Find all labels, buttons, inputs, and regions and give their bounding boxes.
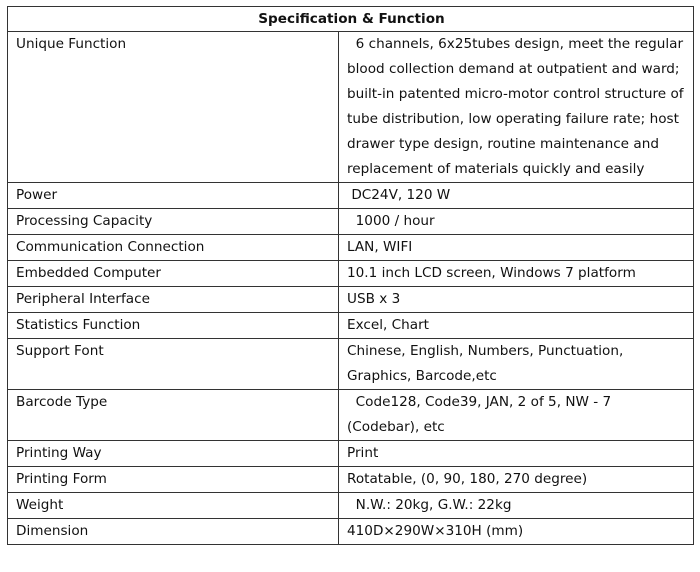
table-header-row bbox=[8, 7, 694, 32]
row-value: Code128, Code39, JAN, 2 of 5, NW - 7 (Codebar), etc bbox=[339, 390, 694, 441]
row-label: Dimension bbox=[8, 519, 339, 545]
table-header: Specification & Function bbox=[8, 7, 694, 32]
table-row bbox=[8, 519, 694, 545]
row-value: 6 channels, 6x25tubes design, meet the regular blood collection demand at outpatient and ward; built-in patented micro-motor control structure of tube distribution, low operating failure rate; host drawer type design, routine maintenance and replacement of materials quickly and easily bbox=[339, 32, 694, 183]
row-label: Peripheral Interface bbox=[8, 287, 339, 313]
table-row bbox=[8, 441, 694, 467]
row-value: Rotatable, (0, 90, 180, 270 degree) bbox=[339, 467, 694, 493]
table-row bbox=[8, 390, 694, 441]
table-row bbox=[8, 32, 694, 183]
table-row bbox=[8, 493, 694, 519]
table-row bbox=[8, 313, 694, 339]
row-value: Print bbox=[339, 441, 694, 467]
row-label: Support Font bbox=[8, 339, 339, 390]
row-label: Embedded Computer bbox=[8, 261, 339, 287]
table-row bbox=[8, 183, 694, 209]
row-value: LAN, WIFI bbox=[339, 235, 694, 261]
row-value: Excel, Chart bbox=[339, 313, 694, 339]
row-value: USB x 3 bbox=[339, 287, 694, 313]
row-label: Power bbox=[8, 183, 339, 209]
row-value: 410D×290W×310H (mm) bbox=[339, 519, 694, 545]
table-row bbox=[8, 261, 694, 287]
table-row bbox=[8, 339, 694, 390]
row-value: Chinese, English, Numbers, Punctuation, Graphics, Barcode,etc bbox=[339, 339, 694, 390]
row-label: Printing Way bbox=[8, 441, 339, 467]
row-label: Communication Connection bbox=[8, 235, 339, 261]
row-label: Printing Form bbox=[8, 467, 339, 493]
table-row bbox=[8, 235, 694, 261]
row-label: Unique Function bbox=[8, 32, 339, 183]
table-row bbox=[8, 287, 694, 313]
row-value: 10.1 inch LCD screen, Windows 7 platform bbox=[339, 261, 694, 287]
row-label: Weight bbox=[8, 493, 339, 519]
row-value: 1000 / hour bbox=[339, 209, 694, 235]
row-label: Processing Capacity bbox=[8, 209, 339, 235]
row-label: Barcode Type bbox=[8, 390, 339, 441]
table-row bbox=[8, 467, 694, 493]
row-label: Statistics Function bbox=[8, 313, 339, 339]
row-value: DC24V, 120 W bbox=[339, 183, 694, 209]
specification-table bbox=[7, 6, 694, 545]
row-value: N.W.: 20kg, G.W.: 22kg bbox=[339, 493, 694, 519]
table-row bbox=[8, 209, 694, 235]
